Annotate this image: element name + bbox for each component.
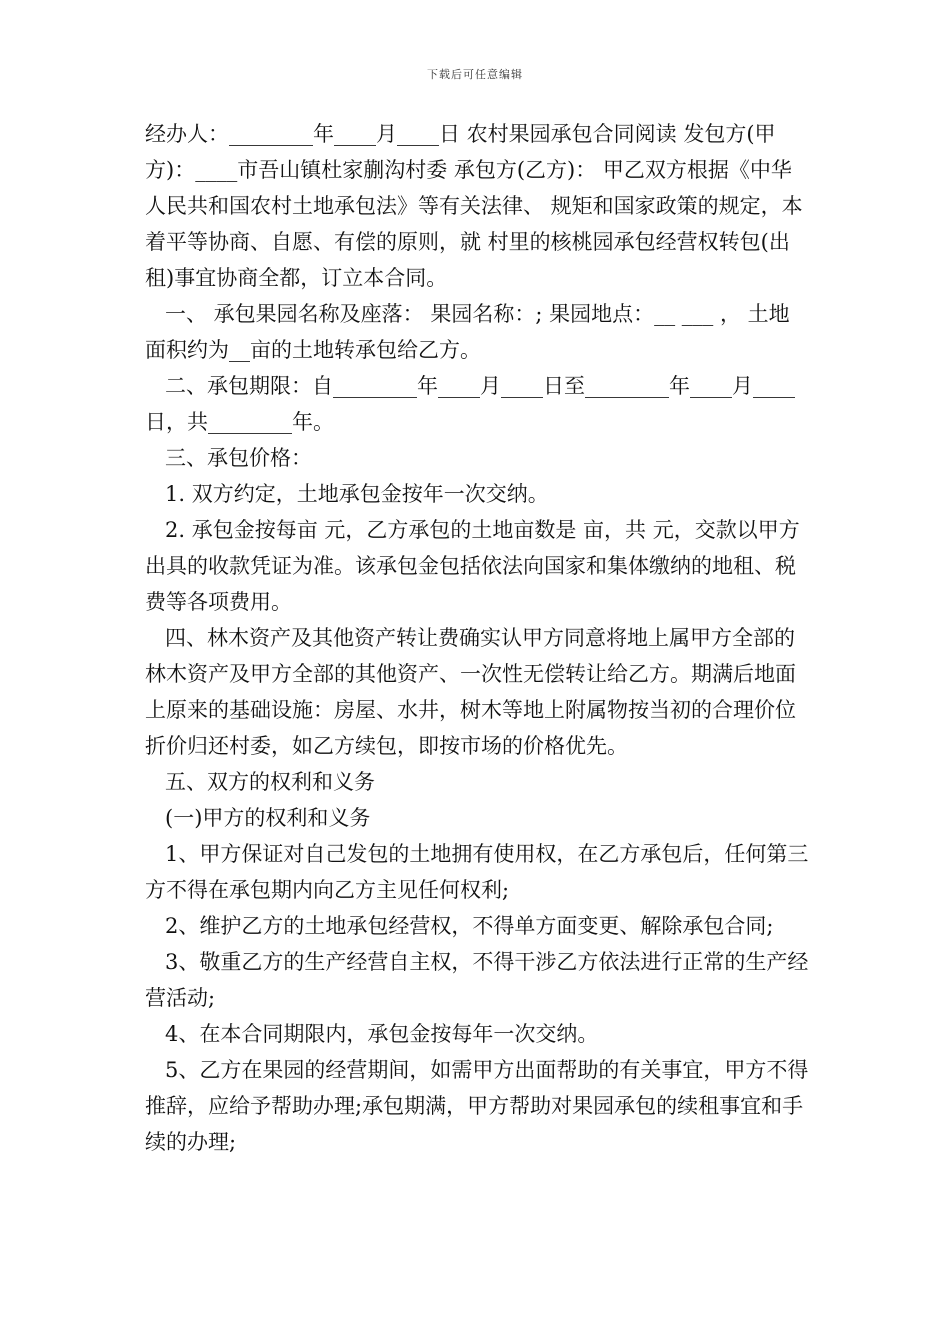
page-header-note: 下载后可任意编辑 (427, 68, 523, 81)
paragraph-party-a-item-1: 1、甲方保证对自己发包的土地拥有使用权，在乙方承包后，任何第三方不得在承包期内向乙方主见任何权利; (145, 842, 809, 902)
paragraph-party-a-item-4: 4、在本合同期限内，承包金按每年一次交纳。 (165, 1022, 599, 1046)
paragraph-party-a-item-2: 2、维护乙方的土地承包经营权，不得单方面变更、解除承包合同; (165, 914, 774, 938)
contract-body (145, 116, 810, 1160)
paragraph-section-1: 一、 承包果园名称及座落： 果园名称：; 果园地点：__ ___ ， 土地面积约为__亩的土地转承包给乙方。 (145, 302, 790, 362)
paragraph-section-5-heading: 五、双方的权利和义务 (165, 770, 375, 794)
paragraph-party-a-heading: (一)甲方的权利和义务 (165, 806, 371, 830)
paragraph-section-3-item-1: 1. 双方约定，土地承包金按年一次交纳。 (165, 482, 549, 506)
paragraph-intro: 经办人：________年____月____日 农村果园承包合同阅读 发包方(甲方)：____市吾山镇杜家蒯沟村委 承包方(乙方)： 甲乙双方根据《中华人民共和国农村土地承包法》等有关法律、 规矩和国家政策的规定，本着平等协商、自愿、有偿的原则，就 村里的核桃园承包经营权转包(出租)事宜协商全都，订立本合同。 (145, 122, 803, 290)
paragraph-section-3-heading: 三、承包价格： (165, 446, 312, 470)
paragraph-section-3-item-2: 2. 承包金按每亩 元，乙方承包的土地亩数是 亩，共 元，交款以甲方出具的收款凭证为准。该承包金包括依法向国家和集体缴纳的地租、税费等各项费用。 (145, 518, 800, 614)
paragraph-party-a-item-5: 5、乙方在果园的经营期间，如需甲方出面帮助的有关事宜，甲方不得推辞，应给予帮助办理;承包期满，甲方帮助对果园承包的续租事宜和手续的办理; (145, 1058, 809, 1154)
paragraph-section-2: 二、承包期限：自________年____月____日至________年____月____日，共________年。 (145, 374, 795, 434)
paragraph-party-a-item-3: 3、敬重乙方的生产经营自主权，不得干涉乙方依法进行正常的生产经营活动; (145, 950, 809, 1010)
paragraph-section-4: 四、林木资产及其他资产转让费确实认甲方同意将地上属甲方全部的林木资产及甲方全部的其他资产、一次性无偿转让给乙方。期满后地面上原来的基础设施：房屋、水井，树木等地上附属物按当初的合理价位折价归还村委，如乙方续包，即按市场的价格优先。 (145, 626, 796, 758)
